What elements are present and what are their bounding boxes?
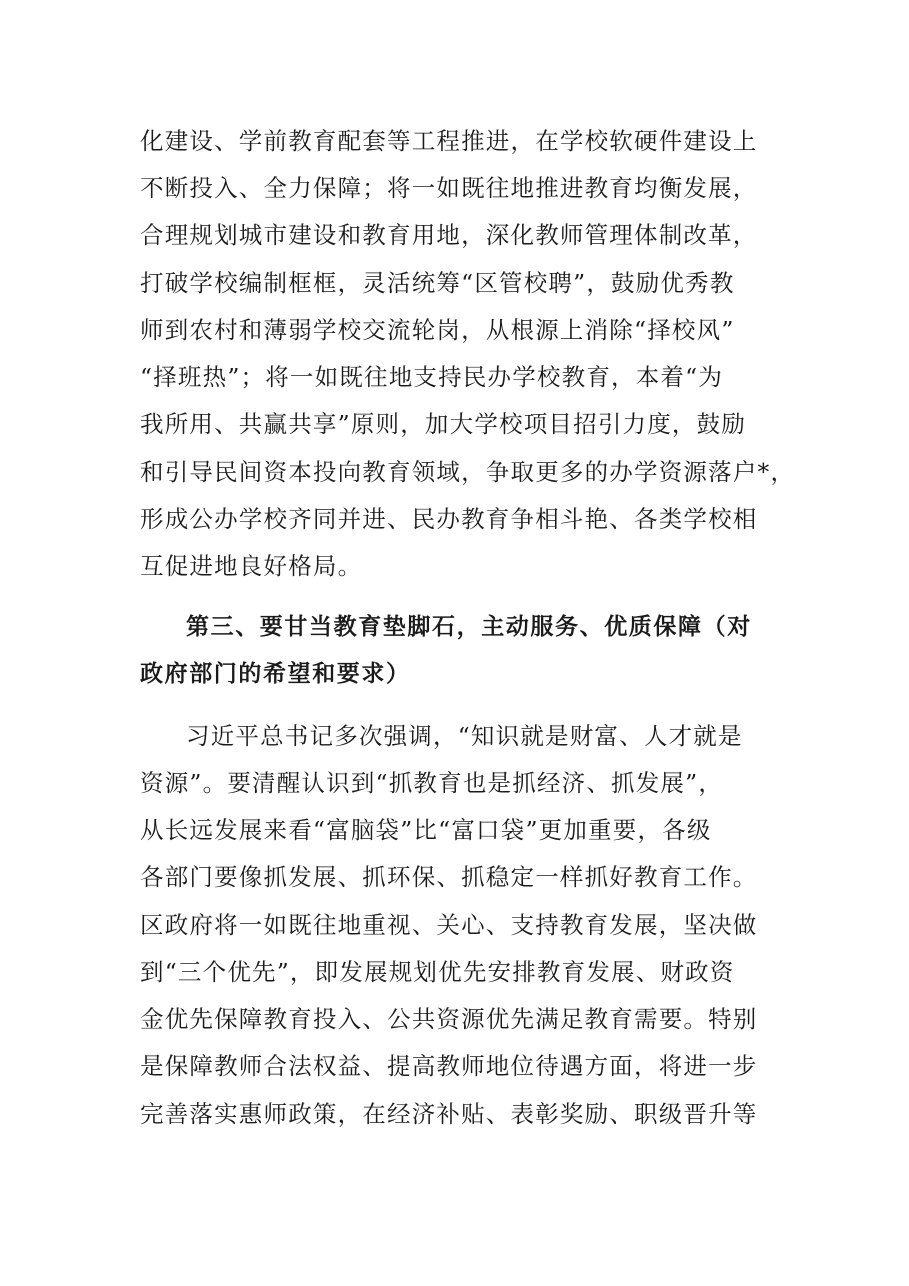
section-heading-line: 政府部门的希望和要求） <box>140 661 411 687</box>
paragraph-line: 完善落实惠师政策，在经济补贴、表彰奖励、职级晋升等 <box>140 1100 758 1128</box>
paragraph-line: 合理规划城市建设和教育用地，深化教师管理体制改革， <box>140 221 758 249</box>
paragraph-line: “择班热”；将一如既往地支持民办学校教育，本着“为 <box>140 363 724 391</box>
paragraph-line: 不断投入、全力保障；将一如既往地推进教育均衡发展， <box>140 174 758 202</box>
paragraph-line: 互促进地良好格局。 <box>140 552 363 580</box>
paragraph-line: 和引导民间资本投向教育领域，争取更多的办学资源落户*， <box>140 458 796 486</box>
paragraph-line: 是保障教师合法权益、提高教师地位待遇方面，将进一步 <box>140 1052 758 1080</box>
paragraph-line: 我所用、共赢共享”原则，加大学校项目招引力度，鼓励 <box>140 410 747 438</box>
paragraph-line: 资源”。要清醒认识到“抓教育也是抓经济、抓发展”， <box>140 769 724 797</box>
paragraph-line: 打破学校编制框框，灵活统筹“区管校聘”，鼓励优秀教 <box>140 269 735 297</box>
paragraph-line: 区政府将一如既往地重视、关心、支持教育发展，坚决做 <box>140 911 758 939</box>
paragraph-line: 师到农村和薄弱学校交流轮岗，从根源上消除“择校风” <box>140 316 735 344</box>
paragraph-line: 习近平总书记多次强调，“知识就是财富、人才就是 <box>186 722 743 750</box>
paragraph-line: 到“三个优先”，即发展规划优先安排教育发展、财政资 <box>140 958 735 986</box>
paragraph-line: 金优先保障教育投入、公共资源优先满足教育需要。特别 <box>140 1005 758 1033</box>
paragraph-line: 形成公办学校齐同并进、民办教育争相斗艳、各类学校相 <box>140 505 758 533</box>
section-heading-line: 第三、要甘当教育垫脚石，主动服务、优质保障（对 <box>186 614 752 640</box>
paragraph-line: 从长远发展来看“富脑袋”比“富口袋”更加重要，各级 <box>140 816 712 844</box>
paragraph-line: 各部门要像抓发展、抓环保、抓稳定一样抓好教育工作。 <box>140 863 758 891</box>
paragraph-line: 化建设、学前教育配套等工程推进，在学校软硬件建设上 <box>140 127 758 155</box>
